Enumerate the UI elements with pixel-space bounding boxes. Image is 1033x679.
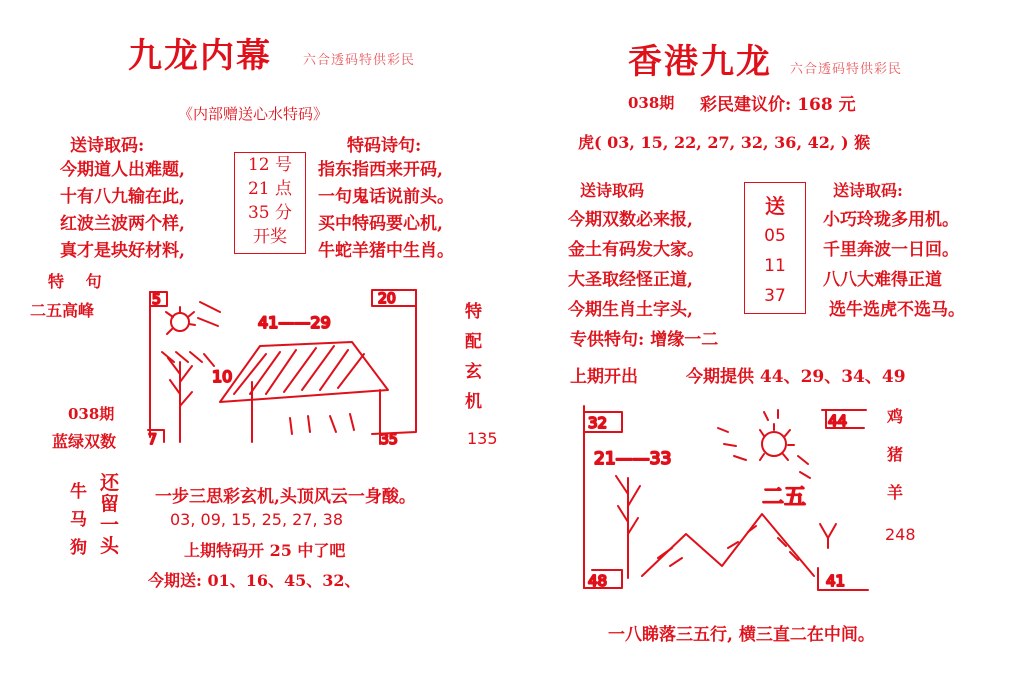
left-line4: 今期送: 01、16、45、32、	[148, 571, 361, 590]
vertical-char: 配	[465, 332, 482, 352]
poem-line: 八八大难得正道	[823, 270, 942, 290]
sketch-er-wu: 二五	[762, 485, 807, 510]
sketch-br: 35	[380, 432, 398, 448]
animal: 牛	[70, 482, 87, 502]
draw-hour: 12 号	[247, 155, 293, 175]
left-te-ju: 特 句	[48, 272, 110, 291]
right-provide: 今期提供 44、29、34、49	[686, 367, 906, 387]
left-inner-label: 《内部赠送心水特码》	[178, 105, 329, 123]
left-poem-left	[60, 157, 185, 265]
left-subtitle: 六合透码特供彩民	[303, 53, 416, 68]
right-num-248: 248	[885, 525, 916, 544]
poem-line: 今期生肖土字头,	[568, 300, 693, 320]
poem-line: 今期双数必来报,	[568, 210, 693, 230]
left-house-sketch	[140, 282, 430, 452]
poem-line: 十有八九输在此,	[60, 187, 185, 207]
vertical-char: 猪	[887, 445, 904, 464]
sketch-tr: 20	[378, 291, 396, 307]
vertical-char: 头	[100, 535, 120, 557]
vertical-char: 一	[100, 514, 120, 536]
sketch-br: 41	[826, 572, 846, 590]
left-title: 九龙内幕	[128, 36, 272, 76]
poem-line: 今期道人出难题,	[60, 160, 185, 180]
box-num: 11	[764, 256, 786, 276]
draw-open: 开奖	[253, 227, 287, 247]
poem-line: 红波兰波两个样,	[60, 214, 185, 234]
right-price: 彩民建议价: 168 元	[700, 95, 856, 115]
left-poem-heading-right: 特码诗句:	[347, 136, 422, 156]
animal: 马	[70, 510, 87, 530]
left-animals	[70, 478, 87, 562]
box-num: 05	[764, 226, 786, 246]
poem-line: 牛蛇羊猪中生肖。	[318, 241, 454, 261]
poem-line: 小巧玲珑多用机。	[823, 210, 959, 230]
vertical-char: 机	[465, 392, 482, 412]
right-mountain-sketch	[578, 398, 878, 598]
right-poem-left	[568, 205, 704, 325]
box-send: 送	[765, 194, 785, 218]
right-poem-heading-right: 送诗取码:	[833, 181, 903, 200]
right-poem-right	[823, 205, 965, 325]
poem-line: 一句鬼话说前头。	[318, 187, 454, 207]
sketch-tr: 44	[828, 412, 848, 430]
vertical-char: 还	[100, 472, 120, 494]
left-line2: 03, 09, 15, 25, 27, 38	[170, 510, 344, 529]
poem-line: 金土有码发大家。	[568, 240, 704, 260]
poem-line: 大圣取经怪正道,	[568, 270, 693, 290]
poem-line: 选牛选虎不选马。	[829, 300, 965, 320]
right-issue: 038期	[628, 94, 675, 112]
vertical-char: 鸡	[887, 407, 904, 426]
draw-minute-a: 21 点	[247, 179, 293, 199]
left-huan-liu	[100, 473, 119, 557]
vertical-char: 留	[100, 493, 120, 515]
left-er-wu: 二五高峰	[30, 301, 95, 320]
right-title: 香港九龙	[628, 42, 772, 82]
vertical-char: 玄	[465, 362, 482, 382]
poem-line: 买中特码要心机,	[318, 214, 443, 234]
sketch-mid: 21——33	[594, 449, 672, 469]
right-center-box	[744, 182, 806, 314]
left-poem-right	[318, 157, 454, 265]
left-lan-lv: 蓝绿双数	[52, 432, 117, 451]
right-poem-heading-left: 送诗取码	[580, 181, 645, 200]
sketch-bl: 7	[148, 432, 157, 448]
vertical-char: 羊	[887, 483, 904, 502]
sketch-house-num: 10	[212, 367, 233, 386]
sketch-tl: 5	[152, 292, 161, 308]
box-num: 37	[764, 286, 786, 306]
poem-line: 真才是块好材料,	[60, 241, 185, 261]
sketch-tl: 32	[588, 414, 608, 432]
right-bottom: 一八睇落三五行, 横三直二在中间。	[608, 625, 875, 645]
draw-minute-b: 35 分	[247, 203, 293, 223]
sketch-mid: 41——29	[258, 313, 331, 332]
animal: 狗	[70, 538, 87, 558]
left-issue: 038期	[68, 405, 115, 423]
left-poem-heading-left: 送诗取码:	[70, 136, 145, 156]
poem-line: 指东指西来开码,	[318, 160, 443, 180]
right-last-open: 上期开出	[570, 367, 638, 387]
vertical-char: 特	[465, 302, 482, 322]
right-subtitle: 六合透码特供彩民	[790, 62, 903, 77]
left-line3: 上期特码开 25 中了吧	[184, 541, 346, 560]
left-line1: 一步三思彩玄机,头顶风云一身酸。	[155, 487, 416, 507]
right-special: 专供特句: 增缘一二	[570, 330, 719, 350]
left-num-135: 135	[467, 429, 498, 448]
poem-line: 千里奔波一日回。	[823, 240, 959, 260]
right-vertical-right	[887, 398, 903, 512]
sketch-bl: 48	[588, 572, 608, 590]
right-tiger-row: 虎( 03, 15, 22, 27, 32, 36, 42, ) 猴	[578, 133, 871, 152]
left-center-box	[234, 152, 306, 254]
left-vertical-right	[465, 297, 482, 417]
